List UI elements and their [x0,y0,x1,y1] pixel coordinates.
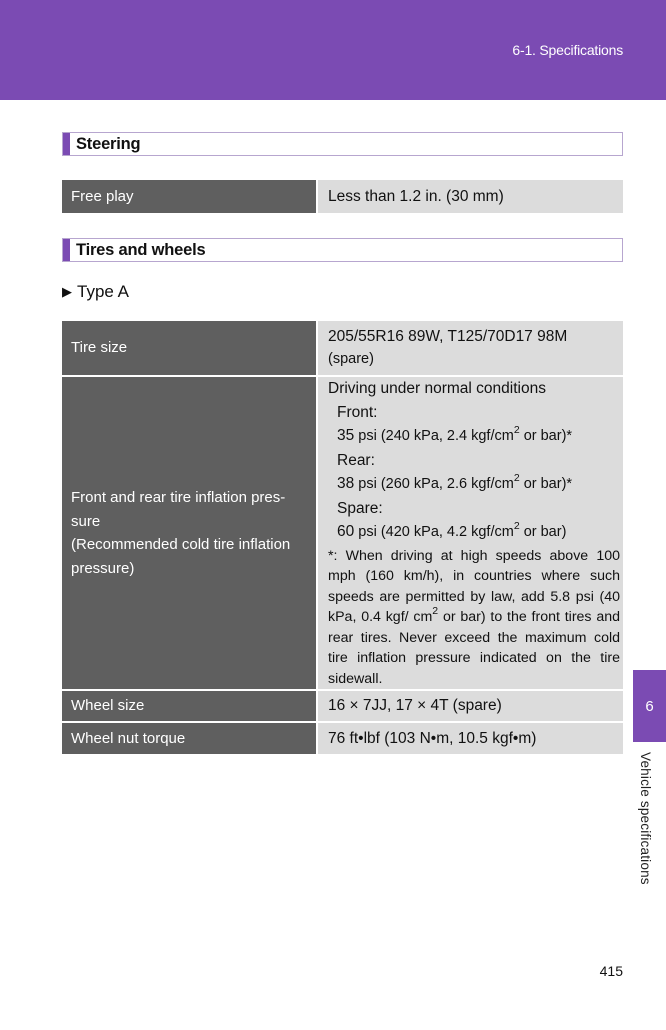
spare-pressure [328,520,620,545]
tire-pressure-value [317,376,623,690]
wheel-nut-torque-value: 76 ft•lbf (103 N•m, 10.5 kgf•m) [317,722,623,754]
free-play-value: Less than 1.2 in. (30 mm) [317,180,623,213]
pressure-label-line: (Recommended cold tire inflation [71,536,291,553]
section-title: 6-1. Specifications [512,42,623,58]
tire-size-label: Tire size [62,321,317,376]
tires-heading-label: Tires and wheels [76,241,206,259]
chapter-tab[interactable] [633,670,666,742]
note-text: *: When driving at high speeds above 100 mph (160 km/h), in countries where such speeds are permitted by law, add 5.8 psi (40 kPa, 0.4 kgf/ cm [328,547,620,625]
page-number: 415 [599,963,623,979]
rear-pressure-suffix: or bar)* [519,476,573,492]
tire-size-spare: (spare) [328,351,374,367]
table-row [62,180,623,213]
rear-label: Rear: [337,451,375,469]
table-row [62,690,623,722]
superscript: 2 [432,605,439,618]
rear-pressure-text: psi (260 kPa, 2.6 kgf/cm [354,476,514,492]
high-speed-note [328,546,620,690]
front-pressure [328,424,620,449]
front-pressure-text: psi (240 kPa, 2.4 kgf/cm [354,428,514,444]
wheel-size-label: Wheel size [62,690,317,722]
heading-accent-bar [63,133,70,155]
type-label-text: Type A [77,282,129,301]
tire-size-main: 205/55R16 89W, T125/70D17 98M [328,327,568,345]
steering-heading-label: Steering [76,135,141,153]
tire-pressure-label [62,376,317,690]
superscript: 2 [513,519,520,532]
steering-heading [62,132,623,156]
table-row [62,321,623,376]
superscript: 2 [513,471,520,484]
page-header [0,0,666,100]
chapter-label: Vehicle specifications [638,752,653,885]
chapter-number: 6 [645,697,654,715]
triangle-right-icon: ▶ [62,284,72,299]
tires-heading [62,238,623,262]
spare-pressure-text: psi (420 kPa, 4.2 kgf/cm [354,524,514,540]
table-row [62,722,623,754]
pressure-label-line: pressure) [71,559,135,577]
spare-label: Spare: [337,499,383,517]
steering-table [62,180,623,213]
front-label: Front: [337,403,378,421]
table-row [62,376,623,690]
front-pressure-suffix: or bar)* [519,428,573,444]
pressure-label-line: Front and rear tire inflation pres- [71,489,286,506]
tires-table [62,321,623,754]
type-a-label [62,282,129,302]
rear-psi-number: 38 [337,475,355,492]
note-text-continued: or bar) to the front tires and rear tires. Never exceed the maximum cold tire inflation pressure indicated on the tire sidewall. [328,609,620,687]
superscript: 2 [513,423,520,436]
heading-accent-bar [63,239,70,261]
wheel-nut-torque-label: Wheel nut torque [62,722,317,754]
tire-size-value [317,321,623,376]
front-psi-number: 35 [337,427,355,444]
rear-pressure [328,472,620,497]
spare-pressure-suffix: or bar) [519,524,567,540]
pressure-label-line: sure [71,512,101,530]
free-play-label: Free play [62,180,317,213]
spare-psi-number: 60 [337,523,355,540]
wheel-size-value: 16 × 7JJ, 17 × 4T (spare) [317,690,623,722]
driving-conditions-text: Driving under normal conditions [328,380,546,397]
